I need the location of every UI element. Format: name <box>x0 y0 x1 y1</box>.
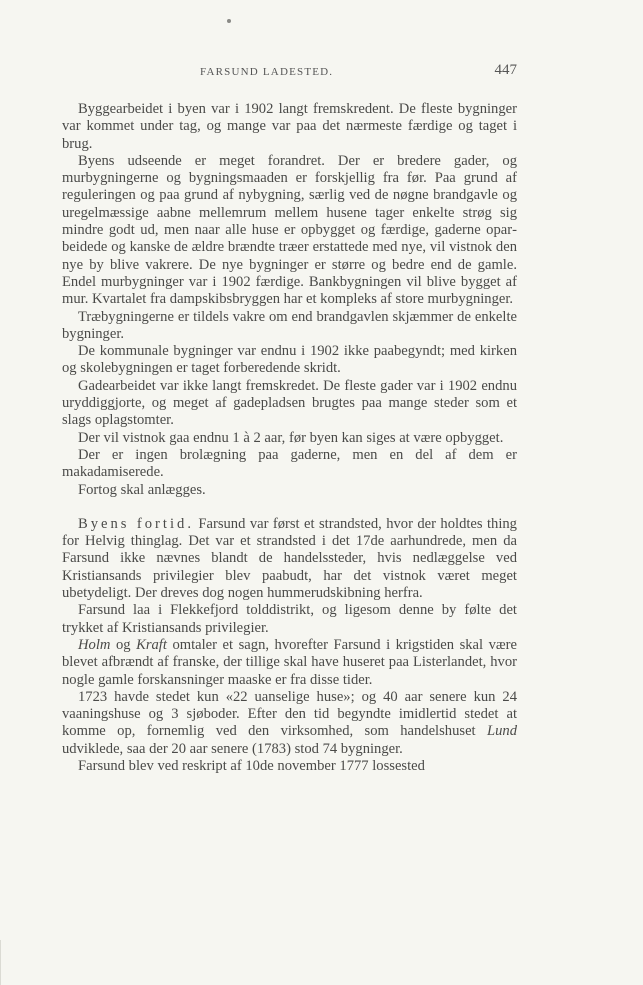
paragraph-1 <box>62 101 517 153</box>
paragraph-12-text: 1723 havde stedet kun «22 uanselige huse»; og 40 aar senere kun 24 vaaningshuse og 3 sjøboder. Efter den tid begyndte imidlertid stedet at komme op, fornemlig ved den virksomhed, som handelshuset <box>62 688 517 740</box>
paragraph-3-text: Træbygningerne er tildels vakre om end brandgavlen skjæmmer de enkelte bygninger. <box>62 308 517 342</box>
body-text <box>62 101 517 775</box>
print-speck <box>227 19 231 23</box>
paragraph-4-text: De kommunale bygninger var endnu i 1902 ikke paabegyndt; med kirken og skolebygningen er taget forberedende skridt. <box>62 343 517 377</box>
paragraph-8 <box>62 482 517 499</box>
paragraph-13-text: Farsund blev ved reskript af 10de november 1777 lossested <box>78 757 425 774</box>
page-number: 447 <box>494 62 517 78</box>
paragraph-12-tail: udviklede, saa der 20 aar senere (1783) stod 74 bygninger. <box>62 740 403 757</box>
paragraph-11-text: omtaler et sagn, hvorefter Farsund i krigstiden skal være blevet afbrændt af franske, der tillige skal have huseret paa Listerlandet, hvor nogle gamle forskansninger maaske er fra disse tider. <box>62 636 517 688</box>
paragraph-4 <box>62 343 517 378</box>
paragraph-8-text: Fortog skal anlægges. <box>78 481 206 498</box>
section-fortid-text: Farsund var først et strandsted, hvor der holdtes thing for Helvig thinglag. Det var et strandsted i det 17de aarhundrede, men da Farsund ikke nævnes blandt de handelssteder, hvis nedlæggelse ved Kristiansands privilegier blev paabudt, har det vistnok været meget ubetydeligt. Der dreves dog nogen hummerudskibning herfra. <box>62 515 517 602</box>
paragraph-11 <box>62 637 517 689</box>
paragraph-1-text: Byggearbeidet i byen var i 1902 langt fremskredent. De fleste bygninger var kommet under tag, og mange var paa det nærmeste færdige og taget i brug. <box>62 101 517 152</box>
trading-house-lund: Lund <box>486 723 517 740</box>
section-heading: Byens fortid. <box>78 515 194 532</box>
paragraph-12 <box>62 689 517 758</box>
section-gap <box>62 499 517 516</box>
paragraph-7-text: Der er ingen brolægning paa gaderne, men en del af dem er makadamiserede. <box>62 446 517 481</box>
running-title: FARSUND LADESTED. <box>200 66 334 78</box>
conjunction-og: og <box>110 636 137 653</box>
paragraph-5-text: Gadearbeidet var ikke langt fremskredet. De fleste gader var i 1902 endnu uryddiggjorte, og meget af gadepladsen brugtes paa mange steder som et slags oplagstomter. <box>62 377 517 429</box>
paragraph-13 <box>62 758 517 775</box>
author-kraft: Kraft <box>136 636 167 653</box>
page-edge-shadow <box>0 940 19 985</box>
author-holm: Holm <box>78 636 111 653</box>
section-fortid-paragraph <box>62 516 517 602</box>
paragraph-7 <box>62 447 517 482</box>
paragraph-3 <box>62 309 517 344</box>
paragraph-6 <box>62 430 517 447</box>
paragraph-2 <box>62 153 517 309</box>
page-header <box>62 62 517 82</box>
paragraph-2-text: Byens udseende er meget forandret. Der er bredere gader, og murbygningerne og bygningsmaaden er forskjellig fra før. Paa grund af reguleringen og paa grund af nybygning, særlig ved de nøgne brandgavle og uregelmæssige aabne mellemrum mellem husene tager enkelte strøg sig mindre godt ud, men naar alle huse er opbygget og færdige, gaderne oparbeidede og kanske de ældre brændte træer erstattede med nye, vil vistnok den nye by blive vakrere. De nye bygninger er større og bedre end de gamle. Endel murbygninger var i 1902 færdige. Bankbygningen vil blive bygget af mur. Kvartalet fra dampskibsbryggen har et kompleks af store murbygninger. <box>62 152 517 308</box>
paragraph-5 <box>62 378 517 430</box>
paragraph-10 <box>62 602 517 637</box>
paragraph-10-text: Farsund laa i Flekkefjord tolddistrikt, og ligesom denne by følte det trykket af Kristiansands privilegier. <box>62 602 517 636</box>
paragraph-6-text: Der vil vistnok gaa endnu 1 à 2 aar, før byen kan siges at være opbygget. <box>78 429 504 446</box>
